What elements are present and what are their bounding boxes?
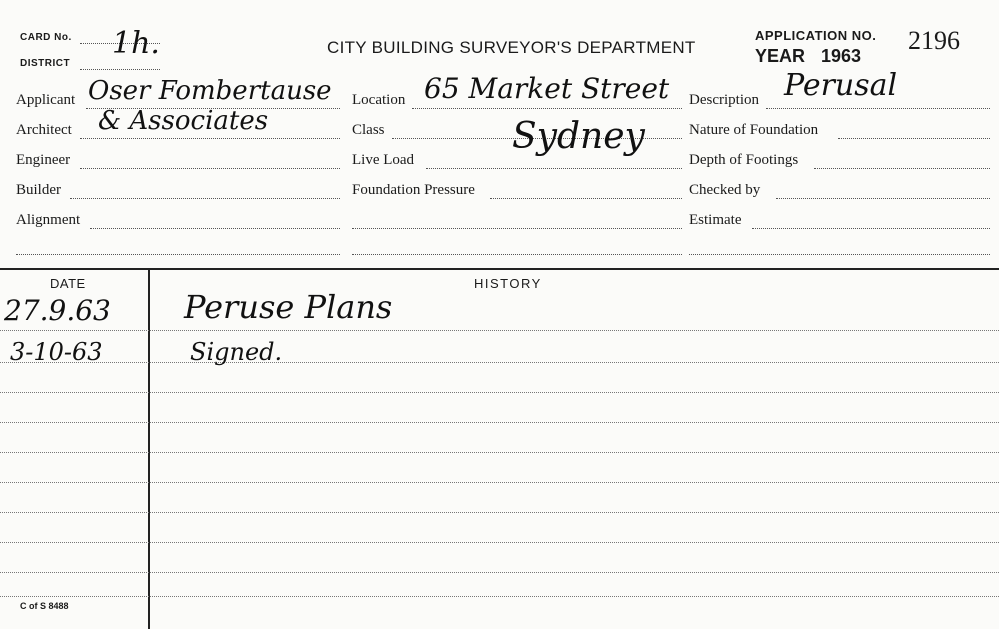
depth-line bbox=[814, 168, 990, 169]
form-code: C of S 8488 bbox=[20, 601, 69, 611]
middle-extra-line bbox=[352, 228, 682, 229]
engineer-label: Engineer bbox=[16, 152, 71, 168]
location-line bbox=[412, 108, 682, 109]
history-rule bbox=[0, 482, 999, 483]
history-rule bbox=[0, 542, 999, 543]
applicant-label: Applicant bbox=[16, 92, 76, 108]
history-rule bbox=[0, 452, 999, 453]
location-label: Location bbox=[352, 92, 406, 108]
application-no-label: APPLICATION NO. bbox=[755, 28, 877, 43]
history-rule bbox=[0, 330, 999, 331]
history-rule bbox=[0, 596, 999, 597]
description-label: Description bbox=[689, 92, 759, 108]
year-value: 1963 bbox=[821, 46, 862, 66]
department-title: CITY BUILDING SURVEYOR'S DEPARTMENT bbox=[327, 38, 696, 57]
date-history-separator bbox=[148, 270, 150, 629]
builder-label: Builder bbox=[16, 182, 61, 198]
year-label: YEAR bbox=[755, 46, 806, 66]
middle-extra-line-2 bbox=[352, 254, 682, 255]
history-rule bbox=[0, 362, 999, 363]
alignment-line bbox=[90, 228, 340, 229]
district-value: 1h. bbox=[112, 26, 160, 61]
card-no-label: CARD No. bbox=[20, 32, 72, 43]
nature-of-foundation-label: Nature of Foundation bbox=[689, 122, 819, 138]
district-line bbox=[80, 69, 160, 70]
estimate-line-2 bbox=[689, 254, 990, 255]
architect-line bbox=[80, 138, 340, 139]
history-column-header: HISTORY bbox=[474, 276, 542, 291]
foundation-pressure-label: Foundation Pressure bbox=[352, 182, 475, 198]
alignment-line-2 bbox=[16, 254, 340, 255]
estimate-line bbox=[752, 228, 990, 229]
checked-by-label: Checked by bbox=[689, 182, 761, 198]
description-line bbox=[766, 108, 990, 109]
history-rule bbox=[0, 422, 999, 423]
history-rule bbox=[0, 512, 999, 513]
applicant-value: Oser Fombertause bbox=[88, 76, 332, 106]
history-entry-text: Peruse Plans bbox=[184, 288, 393, 326]
live-load-line bbox=[426, 168, 682, 169]
estimate-label: Estimate bbox=[689, 212, 742, 228]
description-value: Perusal bbox=[784, 68, 898, 103]
live-load-label: Live Load bbox=[352, 152, 415, 168]
date-column-header: DATE bbox=[50, 276, 86, 291]
checked-line bbox=[776, 198, 990, 199]
history-rule bbox=[0, 572, 999, 573]
district-label: DISTRICT bbox=[20, 58, 71, 69]
architect-label: Architect bbox=[16, 122, 72, 138]
history-entry-date: 3-10-63 bbox=[10, 338, 103, 366]
alignment-label: Alignment bbox=[16, 212, 81, 228]
engineer-line bbox=[80, 168, 340, 169]
history-entry-date: 27.9.63 bbox=[4, 294, 111, 327]
history-rule bbox=[0, 392, 999, 393]
application-no-value: 2196 bbox=[908, 26, 960, 55]
architect-value: & Associates bbox=[98, 106, 269, 136]
foundation-pressure-line bbox=[490, 198, 682, 199]
location-value-2: Sydney bbox=[512, 116, 645, 157]
builder-line bbox=[70, 198, 340, 199]
nature-line bbox=[838, 138, 990, 139]
history-entry-text: Signed. bbox=[190, 338, 283, 366]
depth-of-footings-label: Depth of Footings bbox=[689, 152, 799, 168]
location-value: 65 Market Street bbox=[424, 72, 670, 105]
class-label: Class bbox=[352, 122, 385, 138]
